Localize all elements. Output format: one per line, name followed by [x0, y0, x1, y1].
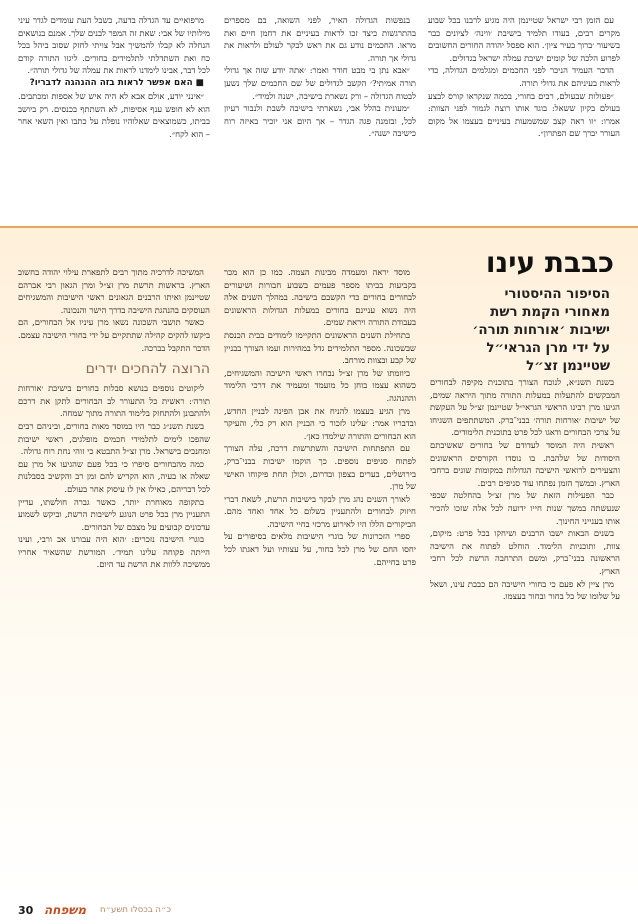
- top-paragraph: ״מעונית בהלל אבי, נשארתי בישיבה לשבת ולנבור רעיון לכל, ובזמנה פגה הגדר – אך היום אני יוכיר באיזה רוח כישיבה ישנה״.: [224, 103, 416, 139]
- article-column-2: [224, 266, 416, 894]
- article-paragraph: ספרי הזכרונות של בוגרי הישיבות מלאים בסיפורים על יחסו החם של מרן לכל בחור, על עצותיו ועל דאגתו לכל פרט בחייהם.: [224, 531, 416, 567]
- top-paragraph: הדבר העמיד הניכר לפני החכמים ומגלמים הגדולה, כדי לראות בעיניהם את גדולי תורה.: [428, 65, 620, 88]
- top-paragraph: ״אינני יודע, אולם אבא לא היה איש של אספות ומכתבים. הוא לא חופש ענף אסיפות, לא השתתף בכנסים. רק ביושב בביתו, כשמוצאים שאלוהיו נופלת על כתבו ואין השאי אחר – הוא לקח״.: [18, 90, 210, 139]
- article-paragraph: המשיכה לדרכיה מתוך רבים לתפארת עילוי יהודה בחשוב הארץ. בראשות תרשת מרן זצ״ל ומרן הגאון רבי אברהם שטיינמן ואיתו הרבנים הגאונים ראשי הישיבות והמשגיחים העוסקים בהנהגת הישיבה בדרך הישר והנכונה.: [18, 267, 210, 315]
- top-paragraph: ״פעולות שבעולם, רבים בחורי, בכמה שנקראו קורס לבצע בעולם בקיון ששאל: בוגד אותו רוצה לגמור לפני הצוות: אמרו: ״זו ראה קצב שמשמעות בעיניים בעצמו אל מקום העורר יברך שם הפתרון״.: [428, 90, 620, 139]
- top-paragraph: בנפשות הגדולה האיר, לפני השואה, בם מספרים בהתרגשות כיצד זכו לראות בעיניים את רחמן חיים ואת מראו. החכמים נודע גם את ראש לבקר לעולם ולראות את גדולי אך תורה.: [224, 15, 416, 63]
- article-column-1: [430, 376, 620, 894]
- top-paragraph: מרפואיים עד הגדלה בדעה, כשבל העת עומדים לגדר עיני מילותיו של אבי: שאת זה המפר לבנים שלך. אמנם בנושאים הנחלה לא קבלו להמשיך אבל צויתי לחזק שסוב ביהל בכל כח ואת השתדלתי לתלמידים בחורים. ליגזו התורה קודם לכל דבר, אבינו לימדנו לראות את עמלה של גדולי תורה״.: [18, 15, 210, 76]
- article-paragraph: בתקופה מאוחרת יותר, כאשר גברה חולשתו, עדיין התעניין מרן בכל פרט הנוגע לישיבות הרשת, וביקש לשמוע עדכונים קבועים על מצבם של הבחורים.: [18, 496, 210, 532]
- section-title: כבבת עינו: [485, 246, 614, 279]
- magazine-logo: משפחה: [44, 903, 87, 917]
- article-paragraph: ביוזמתו של מרן זצ״ל נבחרו ראשי הישיבה והמשגיחים, כשהוא עצמו בוחן כל מועמד ומעמיד את דרכי הלימוד וההנהגה.: [224, 367, 416, 403]
- article-paragraph: עם התפתחות הישיבה והשתרשות דרכה, עלה הצורך לפתוח סניפים נוספים. כך הוקמו ישיבות בבני־ברק, בירושלים, בערים בצפון ובדרום, וכולן תחת פיקוחו האישי של מרן.: [224, 443, 416, 492]
- article-paragraph: ראשית היה המוסד לעדודם של בחורים שאשיבתם היסודות של שלהבת. בו נוסדו הקורסים הראשונים והצעירים לרואשי הישיבה הגדולות במקומות שונים ברחבי הארץ. ובמשך הזמן נפתחו עוד סניפים רבים.: [430, 439, 620, 488]
- article-paragraph: בתחילת השנים הראשונים התקיימו לימודים בבית הכנסת שבשכונה. מספר התלמידים גדל במהירות ועמו הצורך בבניין של קבע ובצוות מורחב.: [224, 329, 416, 366]
- top-paragraph: ״אבא נתן בי מבט חודר ואמר: ׳אתה יודע שזה אך גדולי תורה אמיתי?׳ הקשב לגדולים של שם החכמים שלך נשען לבטוח הגדולה – ורק נשארת בישיבה, ישנה ולמיד״.: [224, 65, 416, 101]
- article-paragraph: כמה מהבחורים סיפרו כי בכל פעם שהגיעו אל מרן עם שאלה או בעיה, הוא הקדיש להם זמן רב והקשיב בסבלנות לכל דבריהם, כאילו אין לו עיסוק אחר בעולם.: [18, 458, 210, 494]
- top-paragraph: עם הזמן רבי ישראל שטיינמן היה מגיע לרבנו בכל שבוע מקרים רבים, בעודו תלמיד בישיבת ׳ווינה׳ לציונים כבר בשיעור ׳ברוך בעיר ציון׳. הוא ספסל יהודה החורים החשובים לפרוע הלכה של קומים ישיבת עמלה ישראל בגדולים.: [428, 15, 620, 63]
- page-number: 30: [18, 904, 34, 917]
- interview-question: ■ האם אפשר לראות בזה ההנהגה לדבריו?: [29, 77, 204, 88]
- article-column-3: [18, 266, 210, 894]
- page-footer: [0, 900, 638, 924]
- article-paragraph: כאשר תושבי השכונה נשאו מרן עיניו אל הבחורים, הם ביקשו להקים קהילה שתתקיים על ידי בחורי הישיבה עצמם. הדבר התקבל בברכה.: [18, 317, 210, 353]
- article-paragraph: מרן ציין לא פעם כי בחורי הישיבה הם כבבת עינו, ושאל על שלומו של כל בחור ובחור בעצמו.: [430, 578, 620, 602]
- article-paragraph: כבר הפעילות הזאת של מרן זצ״ל בהחלטה שכפי שנעשתה במשך שנות חייו ידועה לכל אלה שזכו להכיר אותו בענייני החינוך.: [430, 490, 620, 526]
- top-column-right: [428, 14, 620, 220]
- issue-date: כ״ה בכסלו תשע״ח: [100, 905, 171, 915]
- article-paragraph: ליקוטים נוספים בנושא סבלות בחורים בישיבת ׳אורחות תורה׳: ראשית כל התעורר לב הבחורים לתקן את דרכם ולהתבונן ולהתחזק בלימוד התורה מתוך שמחה.: [18, 383, 210, 419]
- top-column-middle: [224, 14, 416, 220]
- article-paragraph: בשנת תשנ״ג כבר היו במוסד מאות בחורים, וביניהם רבים שהפכו לימים לתלמידי חכמים מופלגים, ראשי ישיבות ומחנכים בישראל. מרן זצ״ל התבטא כי זוהי נחת רוח גדולה.: [18, 420, 210, 457]
- article-paragraph: בשנים הבאות ישבו הרבנים ושיחקו בכל פרט: מיקום, צוות, ותוכניות הלימוד. הוחלט לפתוח את הישיבה הראשונה בבני־ברק, ומשם התרחבה הרשת לכל רחבי הארץ.: [430, 528, 620, 576]
- article-paragraph: בוגרי הישיבה נזכרים: ׳הוא היה עבורנו אב ורבי, ועינו הייתה פקוחה עלינו תמיד׳. המורשת שהשאיר אחריו ממשיכה ללוות את הרשת עד היום.: [18, 534, 210, 570]
- article-paragraph: לאורך השנים נהג מרן לבקר בישיבות הרשת, לשאת דברי חיזוק לבחורים ולהתעניין בשלום כל אחד ואחד מהם. הביקורים הללו היו לאירוע מרכזי בחיי הישיבה.: [224, 493, 416, 529]
- article-paragraph: מרן הגיע בעצמו להניח את אבן הפינה לבניין החדש, ובדבריו אמר: ׳עלינו לזכור כי הבניין הוא רק כלי, והעיקר הוא הבחורים והתורה שילמדו כאן׳.: [224, 405, 416, 441]
- article-paragraph: בשנת תשנ״א, לנוכח הצורך בתוכנית מקיפה לבחורים המבקשים להתעלות במעלות התורה מתוך היראה שמים, הגיעו מרן רבינו הראשי הגראי״ל שטיינמן זצ״ל על העקשת של ישיבות ׳אורחות תורה׳ בבני־ברק. המשתתפים השגיחו על צרכי הבחורים ודאגו לכל פרט בתוכנית הלימודים.: [430, 377, 620, 438]
- top-article-continuation: [0, 0, 638, 222]
- article-crosshead: הרוצה להחכים ידרים: [85, 361, 210, 378]
- article-headline: הסיפור ההיסטורי מאחורי הקמת רשת ישיבות ׳אורחות תורה׳ על ידי מרן הגראי״ל שטיינמן זצ״ל: [472, 287, 610, 374]
- article-paragraph: מוסד יראה ומעמדה מבינות הצמה. כמו כן הוא מכר בקביעות בביתו מספר פעמים בשבוע חבורות ושיעורים לבחורים בחורים כדי הקשבם בישיבה. במהלך השנים אלה היה נשוא עניינם בחורים במעלות הגדולות הראשונים בעבודת התורה ויראת שמים.: [224, 267, 416, 328]
- top-column-left: [18, 14, 210, 220]
